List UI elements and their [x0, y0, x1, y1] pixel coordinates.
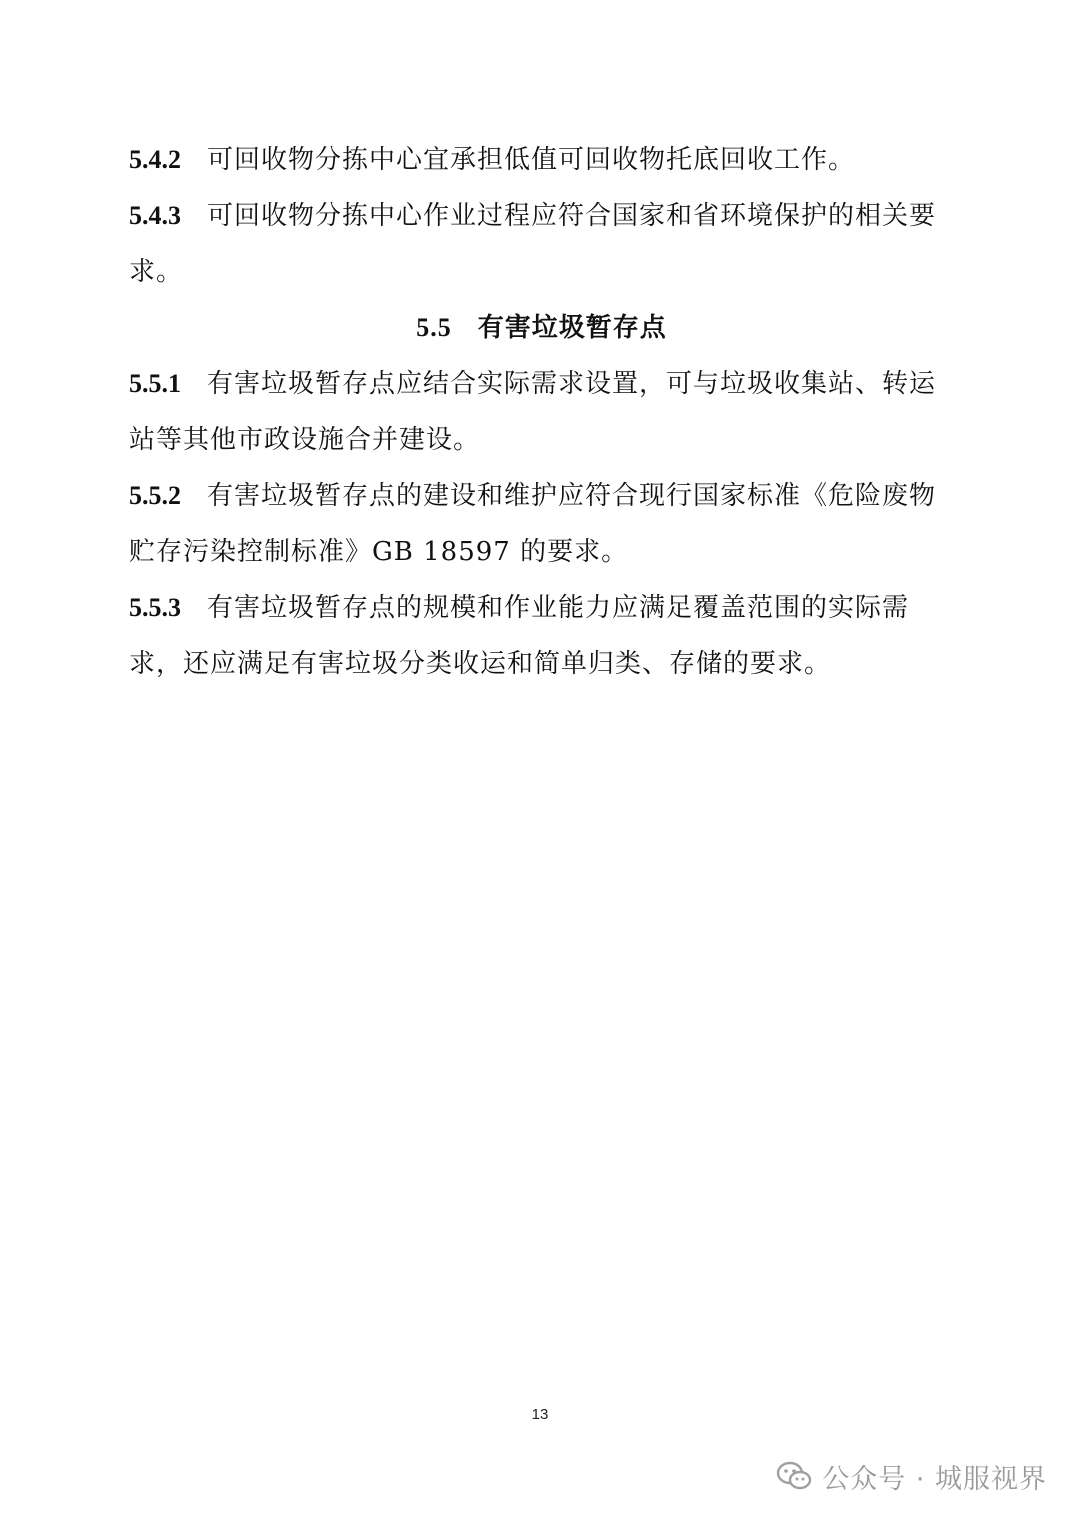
- clause-5-5-3: [129, 580, 954, 692]
- clause-text: 有害垃圾暂存点的规模和作业能力应满足覆盖范围的实际需求，还应满足有害垃圾分类收运和简单归类、存储的要求。: [129, 593, 910, 679]
- clause-number: 5.5.3: [129, 593, 181, 622]
- page-content: [129, 132, 954, 692]
- clause-5-5-2: [129, 468, 954, 580]
- clause-text: 有害垃圾暂存点应结合实际需求设置，可与垃圾收集站、转运站等其他市政设施合并建设。: [129, 369, 937, 455]
- watermark: [776, 1456, 1047, 1496]
- clause-number: 5.4.3: [129, 201, 181, 230]
- section-number: 5.5: [416, 313, 452, 342]
- wechat-icon: [776, 1461, 812, 1491]
- page-number: 13: [531, 1406, 549, 1423]
- watermark-text: 公众号 · 城服视界: [822, 1463, 1047, 1495]
- clause-5-4-3: [129, 188, 954, 300]
- section-title: 有害垃圾暂存点: [477, 313, 667, 343]
- clause-text: 有害垃圾暂存点的建设和维护应符合现行国家标准《危险废物贮存污染控制标准》GB 18597 的要求。: [129, 481, 937, 567]
- clause-number: 5.5.1: [129, 369, 181, 398]
- clause-5-5-1: [129, 356, 954, 468]
- section-heading: [129, 300, 954, 356]
- clause-number: 5.4.2: [129, 145, 181, 174]
- clause-5-4-2: [129, 132, 954, 188]
- clause-text: 可回收物分拣中心作业过程应符合国家和省环境保护的相关要求。: [129, 201, 937, 287]
- clause-text: 可回收物分拣中心宜承担低值可回收物托底回收工作。: [207, 145, 856, 175]
- clause-number: 5.5.2: [129, 481, 181, 510]
